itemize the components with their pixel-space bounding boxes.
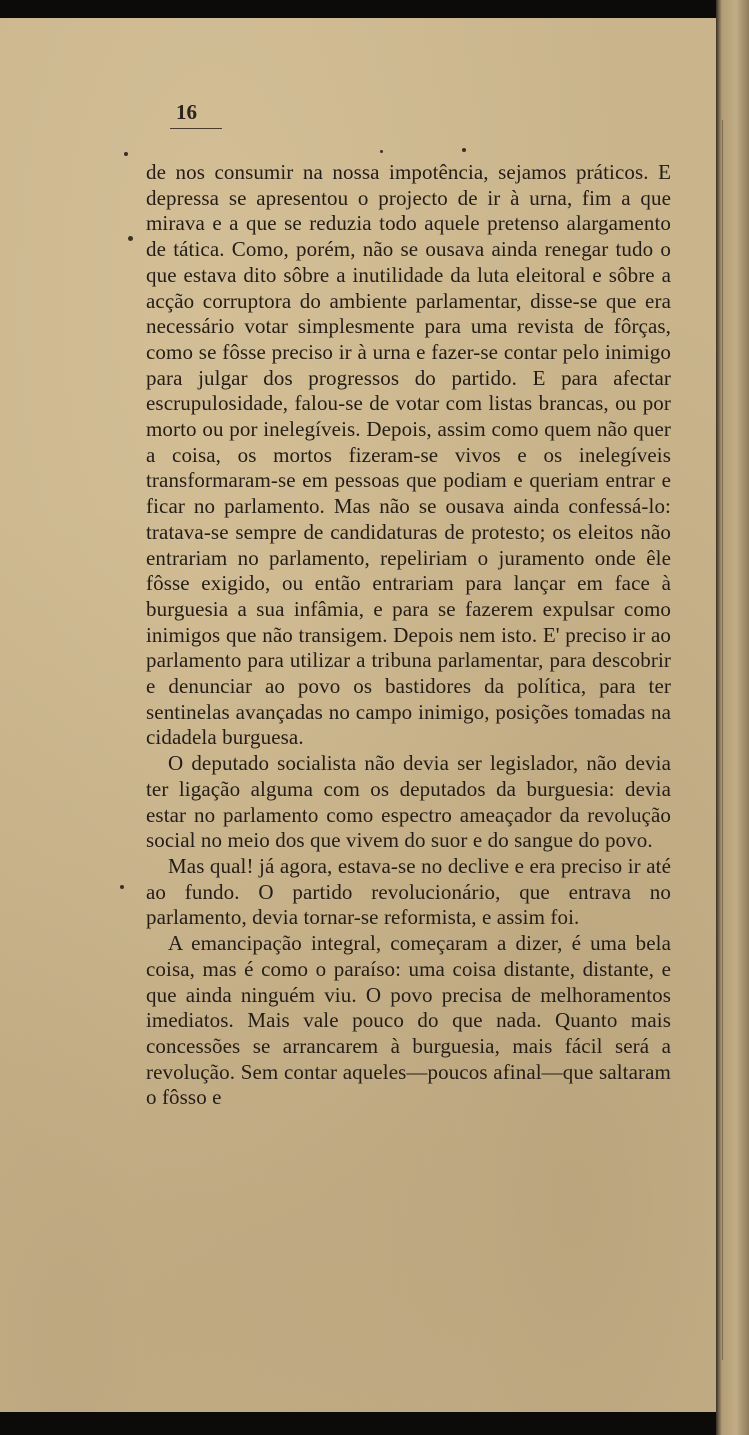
ink-speck — [462, 148, 466, 152]
ink-speck — [128, 236, 133, 241]
page-number-underline — [170, 128, 222, 129]
ink-speck — [124, 152, 128, 156]
adjacent-page-edge — [716, 0, 749, 1435]
page-fold-line — [722, 120, 723, 1360]
paragraph-1: de nos consumir na nossa impotência, sejamos práticos. E depressa se apresentou o projecto de ir à urna, fim a que mirava e a que se reduzia todo aquele pretenso alargamento de tática. Como, porém, não se ousava ainda renegar tudo o que estava dito sôbre a inutilidade da luta eleitoral e sôbre a acção corruptora do ambiente parlamentar, disse-se que era necessário votar simplesmente para uma revista de fôrças, como se fôsse preciso ir à urna e fazer-se contar pelo inimigo para julgar dos progressos do partido. E para afectar escrupulosidade, falou-se de votar com listas brancas, ou por morto ou por inelegíveis. Depois, assim como quem não quer a coisa, os mortos fizeram-se vivos e os inelegíveis transformaram-se em pessoas que podiam e queriam entrar e ficar no parlamento. Mas não se ousava ainda confessá-lo: tratava-se sempre de candidaturas de protesto; os eleitos não entrariam no parlamento, repeliriam o juramento onde êle fôsse exigido, ou então entrariam para lançar em face à burguesia a sua infâmia, e para se fazerem expulsar como inimigos que não transigem. Depois nem isto. E' preciso ir ao parlamento para utilizar a tribuna parlamentar, para descobrir e denunciar ao povo os bastidores da política, para ter sentinelas avançadas no campo inimigo, posições tomadas na cidadela burguesa. — [146, 160, 671, 750]
paragraph-3: Mas qual! já agora, estava-se no declive e era preciso ir até ao fundo. O partido revolucionário, que entrava no parlamento, devia tornar-se reformista, e assim foi. — [146, 853, 671, 930]
paragraph-2: O deputado socialista não devia ser legislador, não devia ter ligação alguma com os deputados da burguesia: devia estar no parlamento como espectro ameaçador da revolução social no meio dos que vivem do suor e do sangue do povo. — [146, 751, 671, 853]
ink-speck — [380, 150, 383, 153]
ink-speck — [120, 885, 124, 889]
paragraph-4: A emancipação integral, começaram a dizer, é uma bela coisa, mas é como o paraíso: uma coisa distante, distante, e que ainda ninguém viu. O povo precisa de melhoramentos imediatos. Mais vale pouco do que nada. Quanto mais concessões se arrancarem à burguesia, mais fácil será a revolução. Sem contar aqueles—poucos afinal—que saltaram o fôsso e — [146, 931, 671, 1110]
page-number: 16 — [176, 100, 197, 124]
body-text — [146, 160, 671, 1111]
